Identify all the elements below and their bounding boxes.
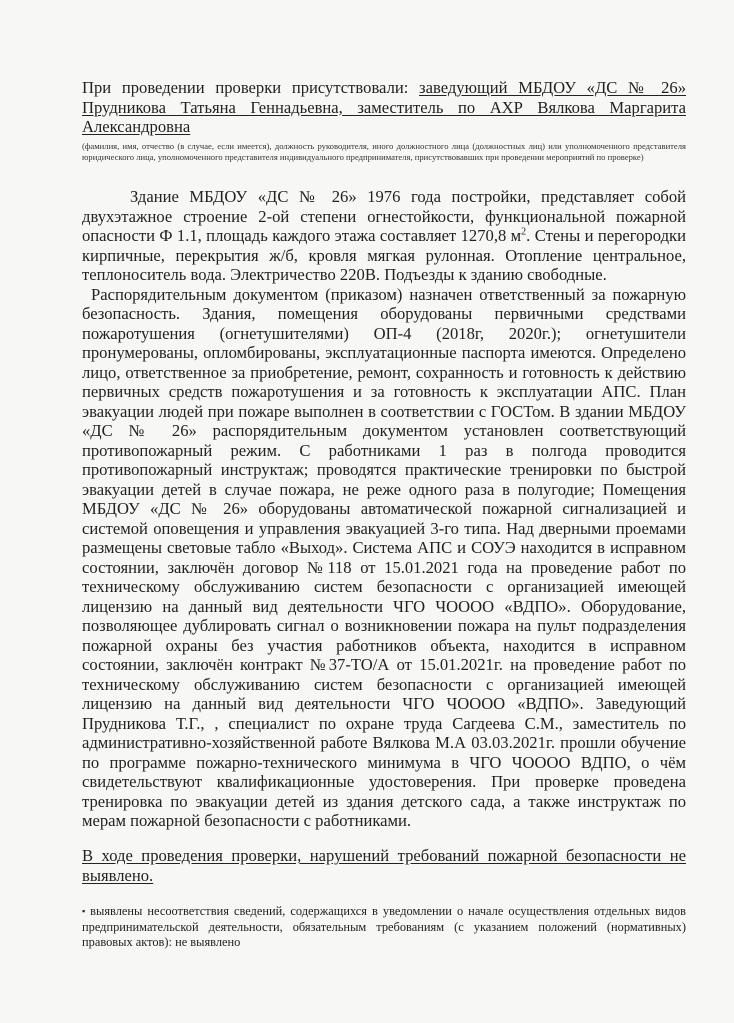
discrepancies-bullet [82, 904, 686, 951]
paragraph1-text-a: Здание МБДОУ «ДС № 26» 1976 года постройки, представляет собой двухэтажное строение 2-ой степени огнестойкости, функциональной пожарной опасности Ф 1.1, площадь каждого этажа составляет 1270,8 м [82, 187, 686, 245]
attendance-paragraph [82, 78, 686, 137]
paragraph1-text-b: . Стены и перегородки кирпичные, перекрытия ж/б, кровля мягкая рулонная. Отопление центральное, теплоноситель вода. Электричество 220В. Подъезды к зданию свободные. [82, 226, 686, 284]
attendance-persons: заведующий МБДОУ «ДС № 26» Прудникова Татьяна Геннадьевна, заместитель по АХР Вялкова Маргарита Александровна [82, 78, 687, 136]
attendance-footnote: (фамилия, имя, отчество (в случае, если имеется), должность руководителя, иного должностного лица (должностных лиц) или уполномоченного представителя юридического лица, уполномоченного представителя индивидуального предпринимателя, присутствовавших при проведении мероприятий по проверке) [82, 141, 686, 162]
attendance-intro: При проведении проверки присутствовали: [82, 78, 420, 97]
violations-line1: В ходе проведения проверки, нарушений требований пожарной безопасности не [82, 846, 686, 865]
main-body [82, 187, 686, 831]
bullet-marker: ▪ [82, 906, 88, 916]
fire-safety-paragraph: Распорядительным документом (приказом) назначен ответственный за пожарную безопасность. Здания, помещения оборудованы первичными средствами пожаротушения (огнетушителями) ОП-4 (2018г, 2020г.); огнетушители пронумерованы, опломбированы, эксплуатационные паспорта имеются. Определено лицо, ответственное за приобретение, ремонт, сохранность и готовность к действию первичных средств пожаротушения и за готовность к эксплуатации АПС. План эвакуации людей при пожаре выполнен в соответствии с ГОСТом. В здании МБДОУ «ДС № 26» распорядительным документом установлен соответствующий противопожарный режим. С работниками 1 раз в полгода проводится противопожарный инструктаж; проводятся практические тренировки по быстрой эвакуации детей в случае пожара, не реже одного раза в полугодие; Помещения МБДОУ «ДС № 26» оборудованы автоматической пожарной сигнализацией и системой оповещения и управления эвакуацией 3-го типа. Над дверными проемами размещены световые табло «Выход». Система АПС и СОУЭ находится в исправном состоянии, заключён договор №118 от 15.01.2021 года на проведение работ по техническому обслуживанию систем безопасности с организацией имеющей лицензию на данный вид деятельности ЧГО ЧОООО «ВДПО». Оборудование, позволяющее дублировать сигнал о возникновении пожара на пульт подразделения пожарной охраны без участия работников объекта, находится в исправном состоянии, заключён контракт №37-ТО/А от 15.01.2021г. на проведение работ по техническому обслуживанию систем безопасности с организацией имеющей лицензию на данный вид деятельности ЧГО ЧОООО «ВДПО». Заведующий Прудникова Т.Г., , специалист по охране труда Сагдеева С.М., заместитель по административно-хозяйственной работе Вялкова М.А 03.03.2021г. прошли обучение по программе пожарно-технического минимума в ЧГО ЧОООО ВДПО, о чём свидетельствуют квалификационные удостоверения. При проверке проведена тренировка по эвакуации детей из здания детского сада, а также инструктаж по мерам пожарной безопасности с работниками. [82, 284, 686, 830]
violations-statement [82, 846, 686, 885]
bullet-text: выявлены несоответствия сведений, содержащихся в уведомлении о начале осуществления отдельных видов предпринимательской деятельности, обязательным требованиям (с указанием положений (нормативных) правовых актов): не выявлено [82, 904, 686, 949]
violations-line2: выявлено. [82, 865, 154, 885]
area-unit-superscript: 2 [521, 226, 527, 238]
building-description-paragraph [82, 187, 686, 285]
